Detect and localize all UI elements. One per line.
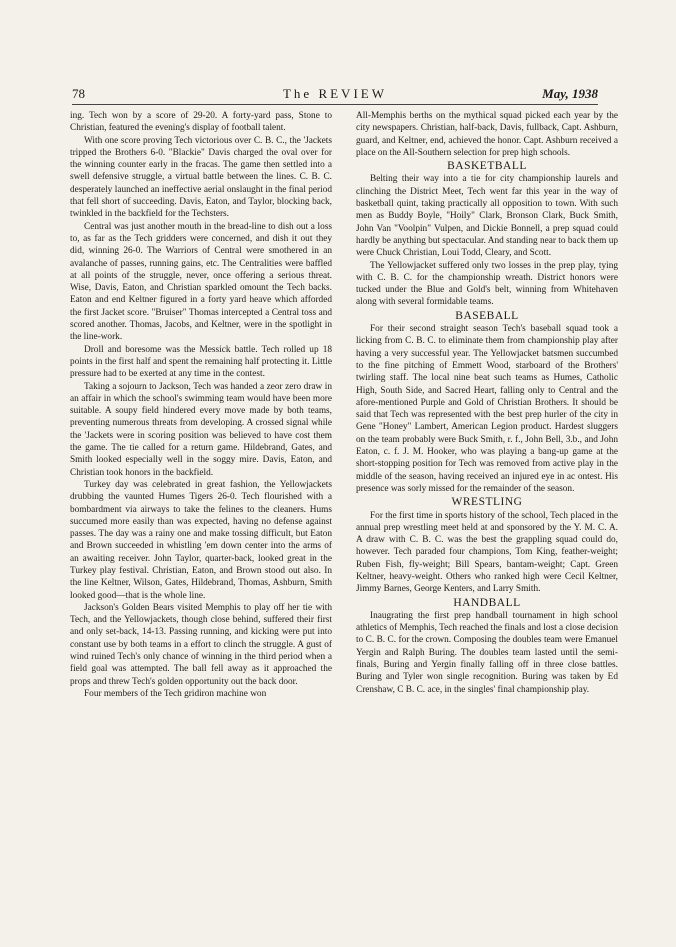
header-rule: [72, 104, 598, 105]
paragraph: For the first time in sports history of the school, Tech placed in the annual prep wrestling meet held at and sponsored by the Y. M. C. A. A draw with C. B. C. was the best the grappling squad could do, however. Tech paraded four champions, Tom King, feather-weight; Ruben Fish, fly-weight; Bill Spears, bantam-weight; Capt. Green Keltner, heavy-weight. Others who ranked high were Cecil Keltner, Jimmy Barnes, George Kenters, and Larry Smith.: [356, 510, 618, 595]
page-header: [72, 86, 598, 104]
paragraph: ing. Tech won by a score of 29-20. A forty-yard pass, Stone to Christian, featured the evening's display of football talent.: [70, 111, 332, 134]
paragraph: Jackson's Golden Bears visited Memphis to play off her tie with Tech, and the Yellowjackets, though close behind, suffered their first and only set-back, 14-13. Passing running, and kicking were put into constant use by both teams in a effort to clinch the struggle. A gust of wind ruined Tech's only chance of winning in the third period when a field goal was attempted. The ball fell away as it approached the props and threw Tech's golden opportunity out the back door.: [70, 602, 332, 687]
paragraph: The Yellowjacket suffered only two losses in the prep play, tying with C. B. C. for the championship wreath. District honors were tucked under the Blue and Gold's belt, winning from Whitehaven along with several formidable teams.: [356, 260, 618, 308]
paragraph: Central was just another mouth in the bread-line to dish out a loss to, as far as the Tech gridders were concerned, and dish it out they did, winning 26-0. The Warriors of Central were smothered in an avalanche of passes, running gains, etc. The Centralities were baffled at all points of the struggle, never, once offering a serious threat. Wise, Davis, Eaton, and Christian sparkled omount the Tech backs. Eaton and end Keltner figured in a forty yard heave which afforded the first Jacket score. "Bruiser" Thomas intercepted a Central toss and scored another. Thomas, Jacobs, and Keltner, were in the spotlight in the line-work.: [70, 221, 332, 343]
section-heading-basketball: BASKETBALL: [447, 160, 527, 173]
magazine-title: The REVIEW: [282, 86, 387, 101]
paragraph: Droll and boresome was the Messick battle. Tech rolled up 18 points in the first half and spent the remaining half protecting it. Little pressure had to be exerted at any time in the contest.: [70, 344, 332, 380]
paragraph: Belting their way into a tie for city championship laurels and clinching the District Meet, Tech went far this year in the way of basketball quint, taking practically all opposition to town. With such men as Buddy Boyle, "Hoily" Clark, Bronson Clark, Buck Smith, John Van "Voolpin" Vulpen, and Dickie Bonnell, a prep squad could hardly be anything but spectacular. And standing near to back them up were Chuck Christian, Loui Todd, Cleary, and Scott.: [356, 174, 618, 259]
paragraph: All-Memphis berths on the mythical squad picked each year by the city newspapers. Christian, half-back, Davis, fullback, Capt. Ashburn, guard, and Keltner, end, achieved the honor. Capt. Ashburn received a place on the All-Southern selection for prep high schools.: [356, 111, 618, 158]
section-heading-handball: HANDBALL: [453, 596, 521, 609]
paragraph: Taking a sojourn to Jackson, Tech was handed a zeor zero draw in an affair in which the school's swimming team would have been more suitable. A soupy field hindered every move made by both teams, preventing numerous threats from developing. A crossed signal while the 'Jackets were in scoring position was believed to have cost them the game. The tie called for a return game. Hildebrand, Gates, and Smith looked especially well in the soggy mire. Davis, Eaton, and Christian took honors in the backfield.: [70, 381, 332, 478]
paragraph: Inaugrating the first prep handball tournament in high school athletics of Memphis, Tech reached the finals and lost a close decision to C. B. C. for the crown. Composing the doubles team were Emanuel Yergin and Ralph Buring. The doubles team lasted until the semi-finals, Buring and Yergin finally falling off in three close battles. Buring and Tyler won single recognition. Buring was taken by Ed Crenshaw, C B. C. ace, in the singles' final championship play.: [356, 610, 618, 695]
section-heading-wrestling: WRESTLING: [451, 496, 523, 509]
paragraph: Turkey day was celebrated in great fashion, the Yellowjackets drubbing the vaunted Humes Tigers 26-0. Tech flourished with a bombardment via airways to take the felines to the cleaners. Hums succumed more easily than was expected, having no defense against passes. The day was a rainy one and make tossing difficult, but Eaton and Brown succeeded in whistling 'em down center into the arms of an awaiting receiver. John Taylor, quarter-back, looked great in the Turkey play festival. Christian, Eaton, and Brown stood out also. In the line Keltner, Wilson, Gates, Hildebrand, Thomas, Ashburn, Smith looked good—that is the whole line.: [70, 479, 332, 601]
issue-date: May, 1938: [542, 86, 598, 101]
page-number: 78: [72, 86, 85, 101]
paragraph: For their second straight season Tech's baseball squad took a licking from C. B. C. to eliminate them from championship play after having a very successful year. The Yellowjacket batsmen succumbed to the fine pitching of Emmett Wood, starboard of the Brothers' twirling staff. The local nine beat such teams as Humes, Catholic High, South Side, and Sacred Heart, falling only to Central and the afore-mentioned Purple and Gold of Christian Brothers. It should be said that Tech was represented with the best prep hurler of the city in Gene "Honey" Lambert, American Legion product. Hardest sluggers on the team probably were Buck Smith, r. f., John Bell, 3.b., and John Eaton, c. f. J. M. Hooker, who was playing a bang-up game at the short-stopping position for Tech was removed from active play in the middle of the season, having received an injured eye in ac ontest. His presence was sorly missed for the remainder of the season.: [356, 324, 618, 494]
paragraph: Four members of the Tech gridiron machine won: [84, 688, 267, 699]
paragraph: With one score proving Tech victorious over C. B. C., the 'Jackets tripped the Brothers 6-0. "Blackie" Davis charged the oval over for the winning counter early in the fracas. The game then settled into a swell defensive struggle, a virtual battle between the lines. C. B. C. desperately launched an ineffective aerial onslaught in the final period that fell short of succeeding. Davis, Eaton, and Taylor, blocking back, twinkled in the backfield for the Techsters.: [70, 135, 332, 220]
section-heading-baseball: BASEBALL: [455, 309, 519, 322]
right-column: [356, 110, 618, 696]
left-column: [70, 110, 332, 700]
